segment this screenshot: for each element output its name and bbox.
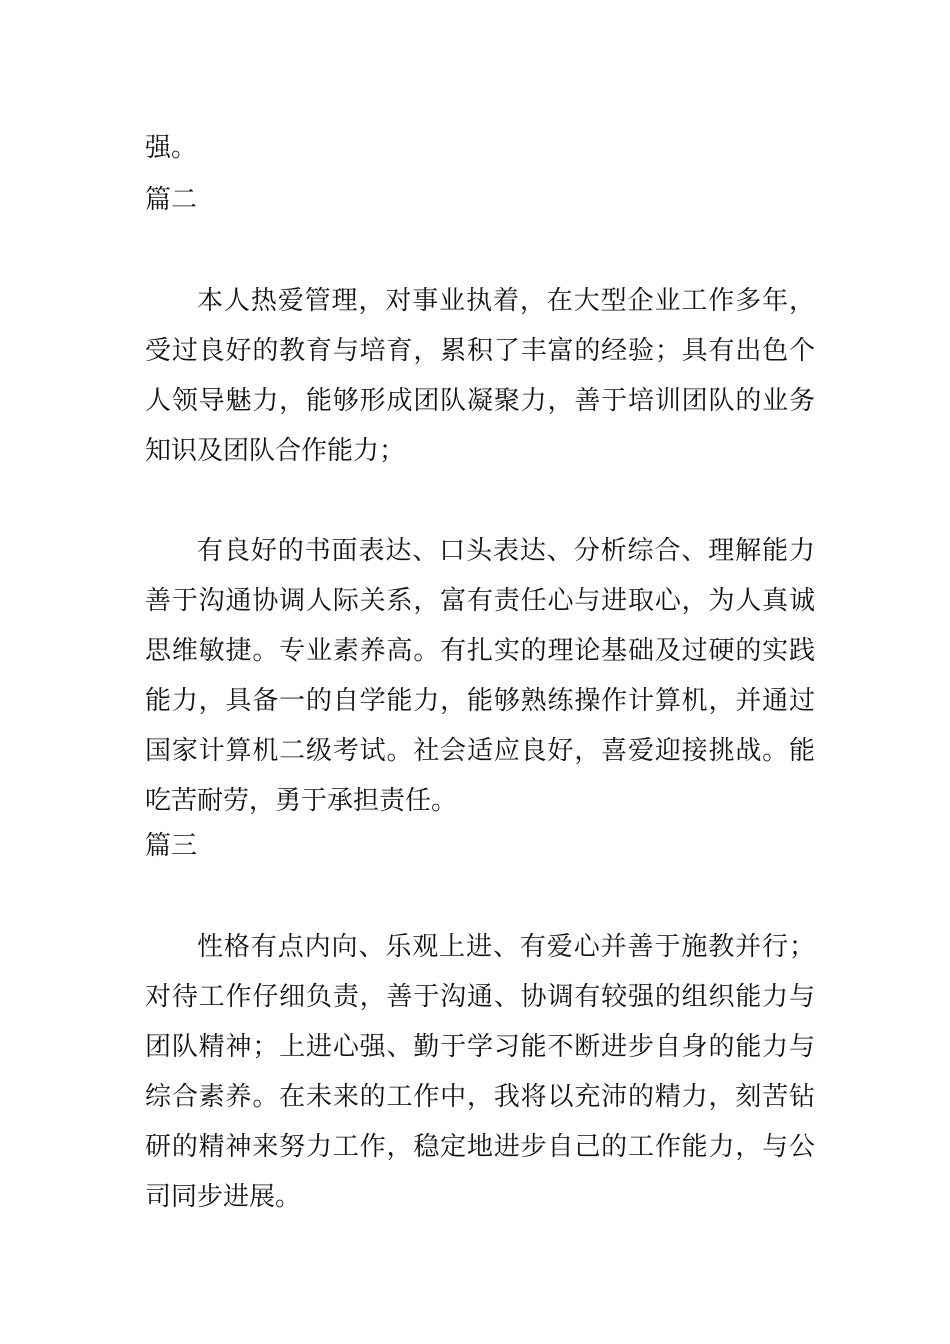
paragraph-line: 综合素养。在未来的工作中，我将以充沛的精力，刻苦钻: [145, 1082, 815, 1112]
paragraph-line: 司同步进展。: [145, 1182, 302, 1212]
paragraph-line: 知识及团队合作能力；: [145, 436, 406, 466]
paragraph-line: 有良好的书面表达、口头表达、分析综合、理解能力: [197, 536, 815, 566]
paragraph-line: 性格有点内向、乐观上进、有爱心并善于施教并行；: [197, 932, 815, 962]
paragraph-line: 研的精神来努力工作，稳定地进步自己的工作能力，与公: [145, 1132, 815, 1162]
paragraph-line: 吃苦耐劳，勇于承担责任。: [145, 786, 458, 816]
paragraph-line: 对待工作仔细负责，善于沟通、协调有较强的组织能力与: [145, 982, 815, 1012]
paragraph-line: 思维敏捷。专业素养高。有扎实的理论基础及过硬的实践: [145, 636, 815, 666]
paragraph-line: 国家计算机二级考试。社会适应良好，喜爱迎接挑战。能: [145, 736, 815, 766]
continuation-line: 强。: [145, 133, 198, 163]
paragraph-line: 人领导魅力，能够形成团队凝聚力，善于培训团队的业务: [145, 386, 815, 416]
paragraph-line: 能力，具备一的自学能力，能够熟练操作计算机，并通过: [145, 686, 815, 716]
section-heading-2: 篇二: [145, 185, 198, 215]
section-heading-3: 篇三: [145, 831, 198, 861]
paragraph-line: 本人热爱管理，对事业执着，在大型企业工作多年，: [197, 286, 815, 316]
paragraph-line: 善于沟通协调人际关系，富有责任心与进取心，为人真诚: [145, 586, 815, 616]
paragraph-line: 团队精神；上进心强、勤于学习能不断进步自身的能力与: [145, 1032, 815, 1062]
paragraph-line: 受过良好的教育与培育，累积了丰富的经验；具有出色个: [145, 336, 815, 366]
